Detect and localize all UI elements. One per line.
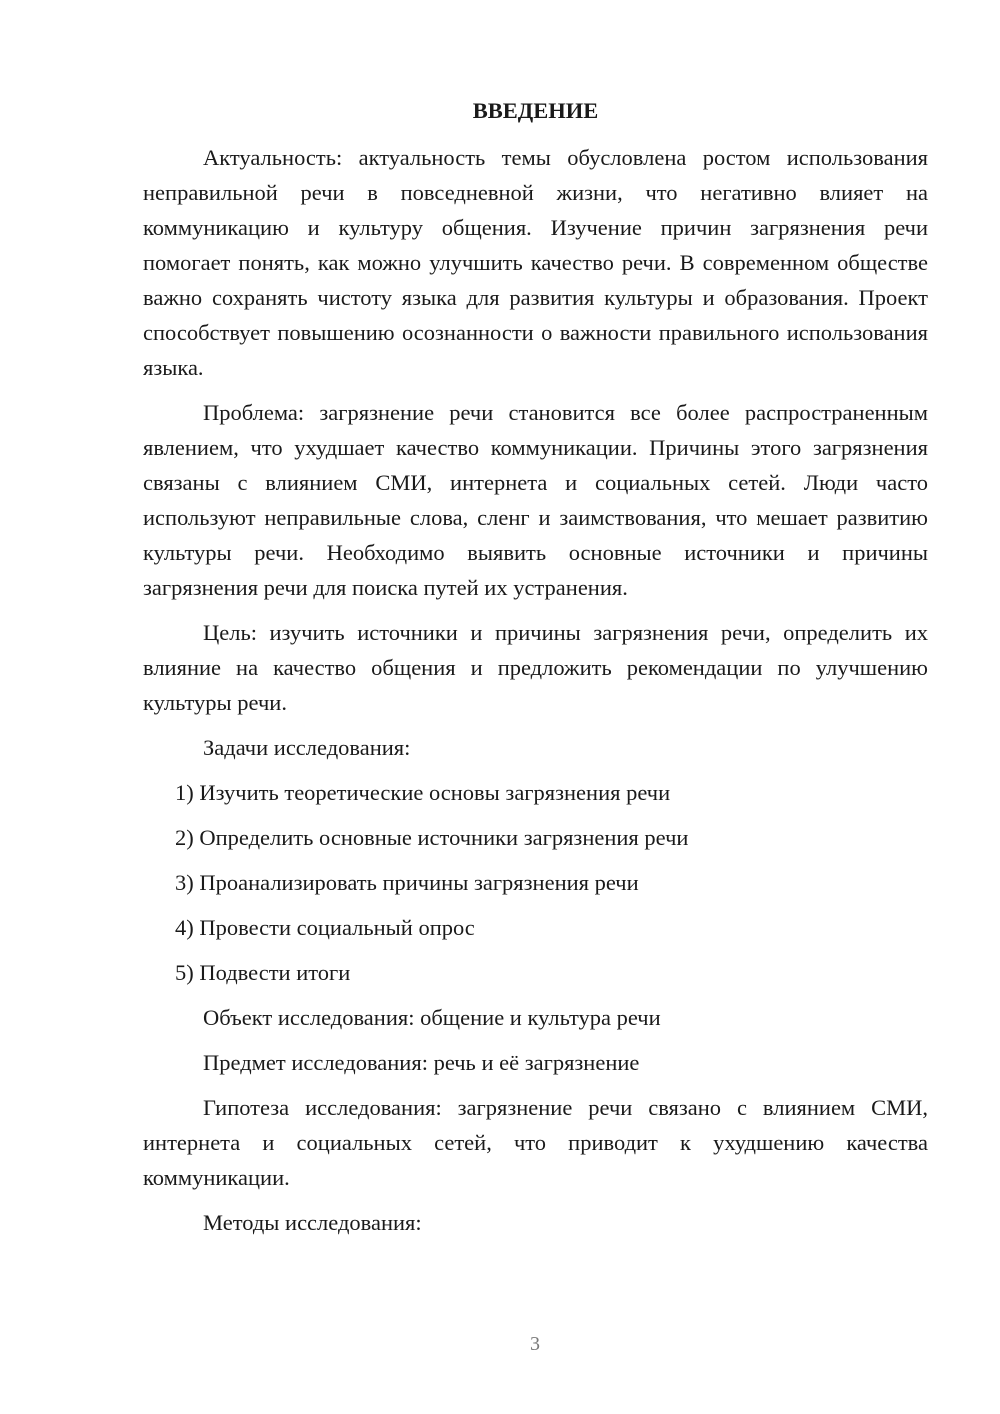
tasks-heading: Задачи исследования: — [203, 735, 411, 760]
section-title: ВВЕДЕНИЕ — [472, 98, 599, 123]
subject-paragraph: Предмет исследования: речь и её загрязнение — [203, 1050, 640, 1075]
page-number: 3 — [530, 1333, 540, 1355]
document-page — [143, 96, 928, 1250]
problem-paragraph: Проблема: загрязнение речи становится все более распространенным явлением, что ухудшает качество коммуникации. Причины этого загрязнения связаны с влиянием СМИ, интернета и социальных сетей. Люди часто используют неправильные слова, сленг и заимствования, что мешает развитию культуры речи. Необходимо выявить основные источники и причины загрязнения речи для поиска путей их устранения. — [143, 400, 928, 600]
task-item: 4) Провести социальный опрос — [175, 915, 475, 940]
goal-paragraph: Цель: изучить источники и причины загрязнения речи, определить их влияние на качество общения и предложить рекомендации по улучшению культуры речи. — [143, 620, 928, 715]
methods-heading: Методы исследования: — [203, 1210, 422, 1235]
object-paragraph: Объект исследования: общение и культура речи — [203, 1005, 661, 1030]
hypothesis-paragraph: Гипотеза исследования: загрязнение речи связано с влиянием СМИ, интернета и социальных сетей, что приводит к ухудшению качества коммуникации. — [143, 1095, 928, 1190]
tasks-list — [143, 775, 928, 990]
task-item: 1) Изучить теоретические основы загрязнения речи — [175, 780, 671, 805]
task-item: 5) Подвести итоги — [175, 960, 351, 985]
relevance-paragraph: Актуальность: актуальность темы обусловлена ростом использования неправильной речи в повседневной жизни, что негативно влияет на коммуникацию и культуру общения. Изучение причин загрязнения речи помогает понять, как можно улучшить качество речи. В современном обществе важно сохранять чистоту языка для развития культуры и образования. Проект способствует повышению осознанности о важности правильного использования языка. — [143, 145, 928, 380]
task-item: 3) Проанализировать причины загрязнения речи — [175, 870, 639, 895]
task-item: 2) Определить основные источники загрязнения речи — [175, 825, 689, 850]
